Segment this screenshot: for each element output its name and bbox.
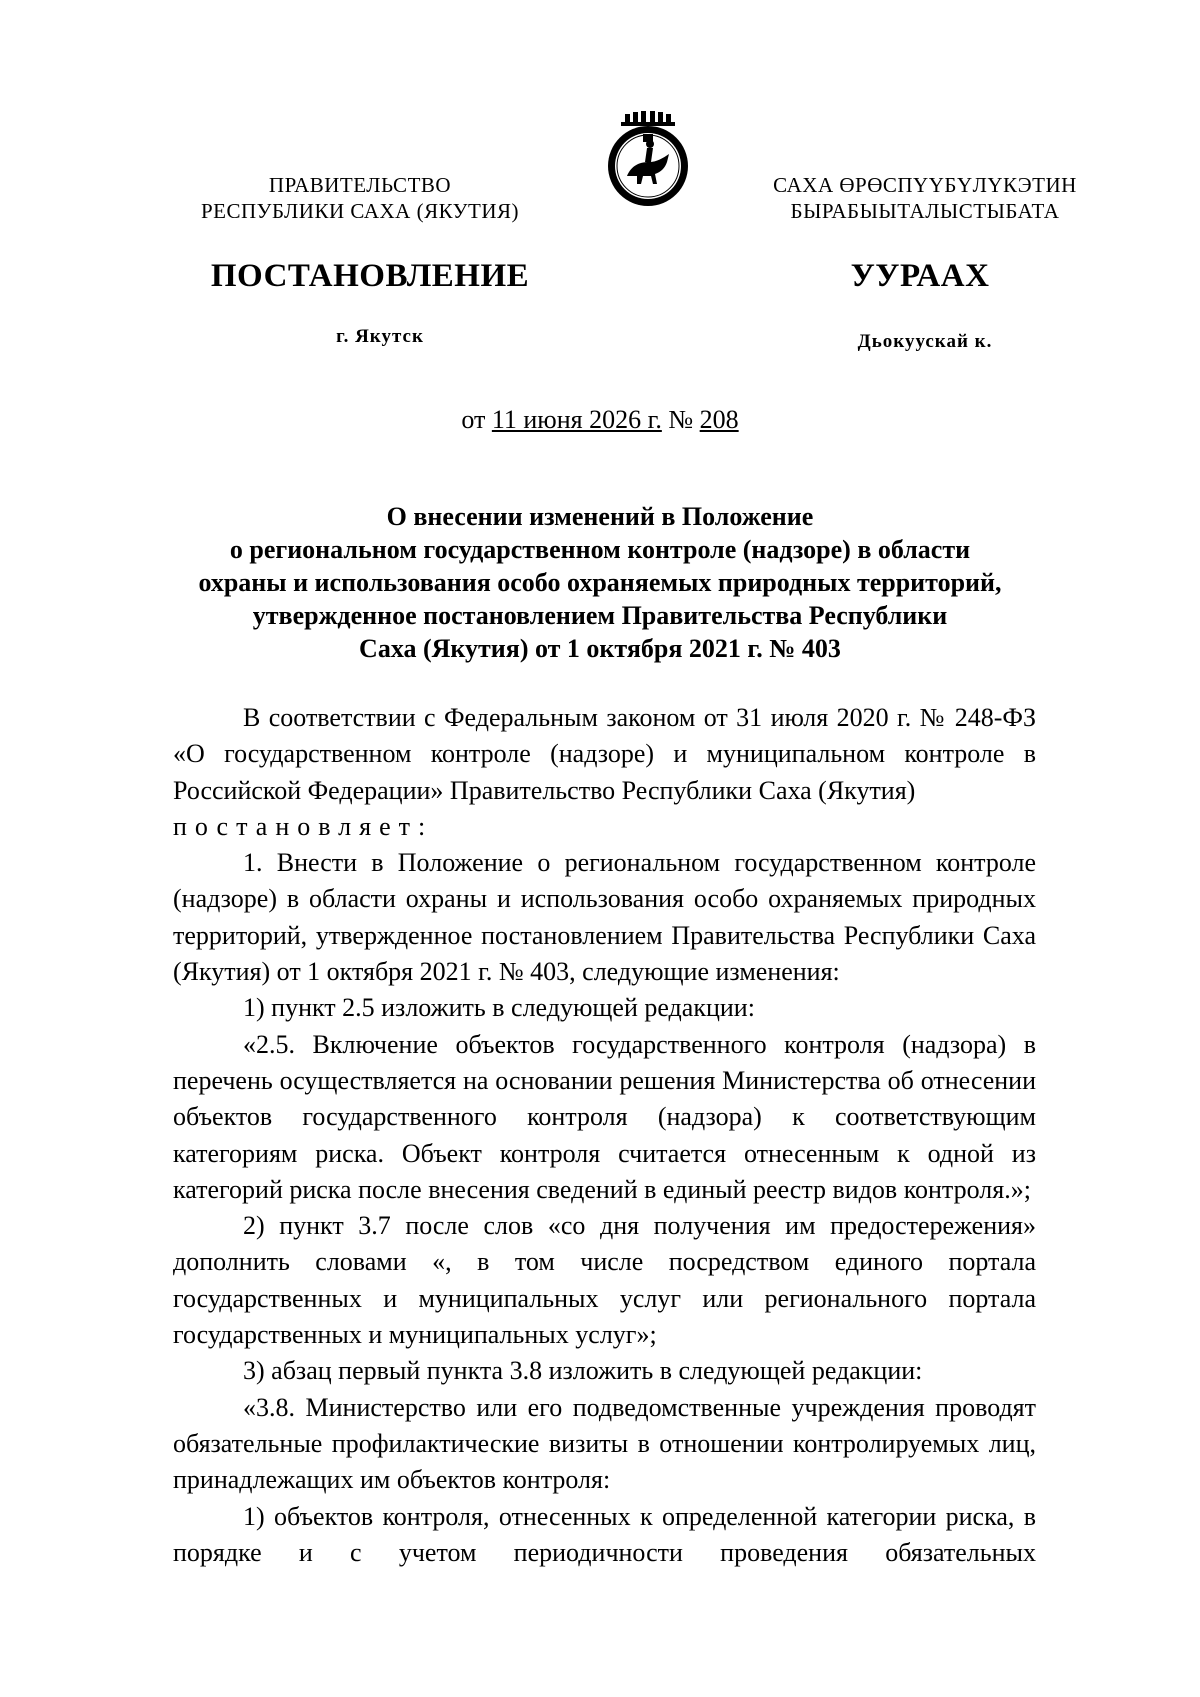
city-russian: г. Якутск: [336, 326, 424, 347]
coat-of-arms-emblem-icon: [605, 110, 691, 210]
decree-number: 208: [699, 405, 739, 434]
decree-type-yakut: УУРААХ: [850, 258, 990, 294]
header-left-line-1: ПРАВИТЕЛЬСТВО: [268, 173, 452, 197]
subparagraph-1: 1) пункт 2.5 изложить в следующей редакции:: [243, 993, 755, 1023]
header-right-line-1: САХА ӨРӨСПҮҮБҮЛҮКЭТИН: [773, 173, 1077, 197]
decree-date-line: [350, 405, 850, 435]
title-line-1: О внесении изменений в Положение: [386, 502, 814, 531]
government-name-russian: [170, 172, 550, 224]
header-right-line-2: БЫРАБЫЫТАЛЫСТЫБАТА: [790, 199, 1060, 223]
document-title: [160, 500, 1040, 665]
decree-type-russian: ПОСТАНОВЛЕНИЕ: [210, 258, 530, 294]
subparagraph-2: 2) пункт 3.7 после слов «со дня получения им предостережения» дополнить словами «, в том числе посредством единого портала государственных и муниципальных услуг или регионального портала государственных и муниципальных услуг»;: [173, 1211, 1036, 1350]
preamble-paragraph: В соответствии с Федеральным законом от 31 июля 2020 г. № 248-ФЗ «О государственном контроле (надзоре) и муниципальном контроле в Российской Федерации» Правительство Республики Саха (Якутия): [173, 703, 1036, 805]
resolves-word: постановляет:: [173, 811, 434, 841]
title-line-2: о региональном государственном контроле (надзоре) в области: [229, 535, 971, 564]
header-left-line-2: РЕСПУБЛИКИ САХА (ЯКУТИЯ): [200, 199, 520, 223]
paragraph-1: 1. Внести в Положение о региональном государственном контроле (надзоре) в области охраны и использования особо охраняемых природных территорий, утвержденное постановлением Правительства Республики Саха (Якутия) от 1 октября 2021 г. № 403, следующие изменения:: [173, 848, 1036, 987]
subparagraph-3: 3) абзац первый пункта 3.8 изложить в следующей редакции:: [243, 1356, 923, 1386]
clause-2-5-text: «2.5. Включение объектов государственного контроля (надзора) в перечень осуществляется на основании решения Министерства об отнесении объектов государственного контроля (надзора) к соответствующим категориям риска. Объект контроля считается отнесенным к одной из категорий риска после внесения сведений в единый реестр видов контроля.»;: [173, 1029, 1036, 1204]
title-line-4: утвержденное постановлением Правительства Республики: [252, 601, 948, 630]
title-line-5: Саха (Якутия) от 1 октября 2021 г. № 403: [359, 634, 841, 663]
clause-3-8-item-1: 1) объектов контроля, отнесенных к определенной категории риска, в порядке и с учетом периодичности проведения обязательных: [173, 1501, 1036, 1567]
government-name-yakut: [755, 172, 1095, 224]
decree-date: 11 июня 2026 г.: [491, 405, 662, 434]
date-prefix: от: [461, 405, 486, 434]
clause-3-8-text: «3.8. Министерство или его подведомственные учреждения проводят обязательные профилактические визиты в отношении контролируемых лиц, принадлежащих им объектов контроля:: [173, 1392, 1036, 1495]
document-body: [173, 700, 1036, 1571]
number-sign: №: [668, 405, 694, 434]
title-line-3: охраны и использования особо охраняемых природных территорий,: [198, 568, 1002, 597]
city-yakut: Дьокуускай к.: [857, 331, 993, 352]
